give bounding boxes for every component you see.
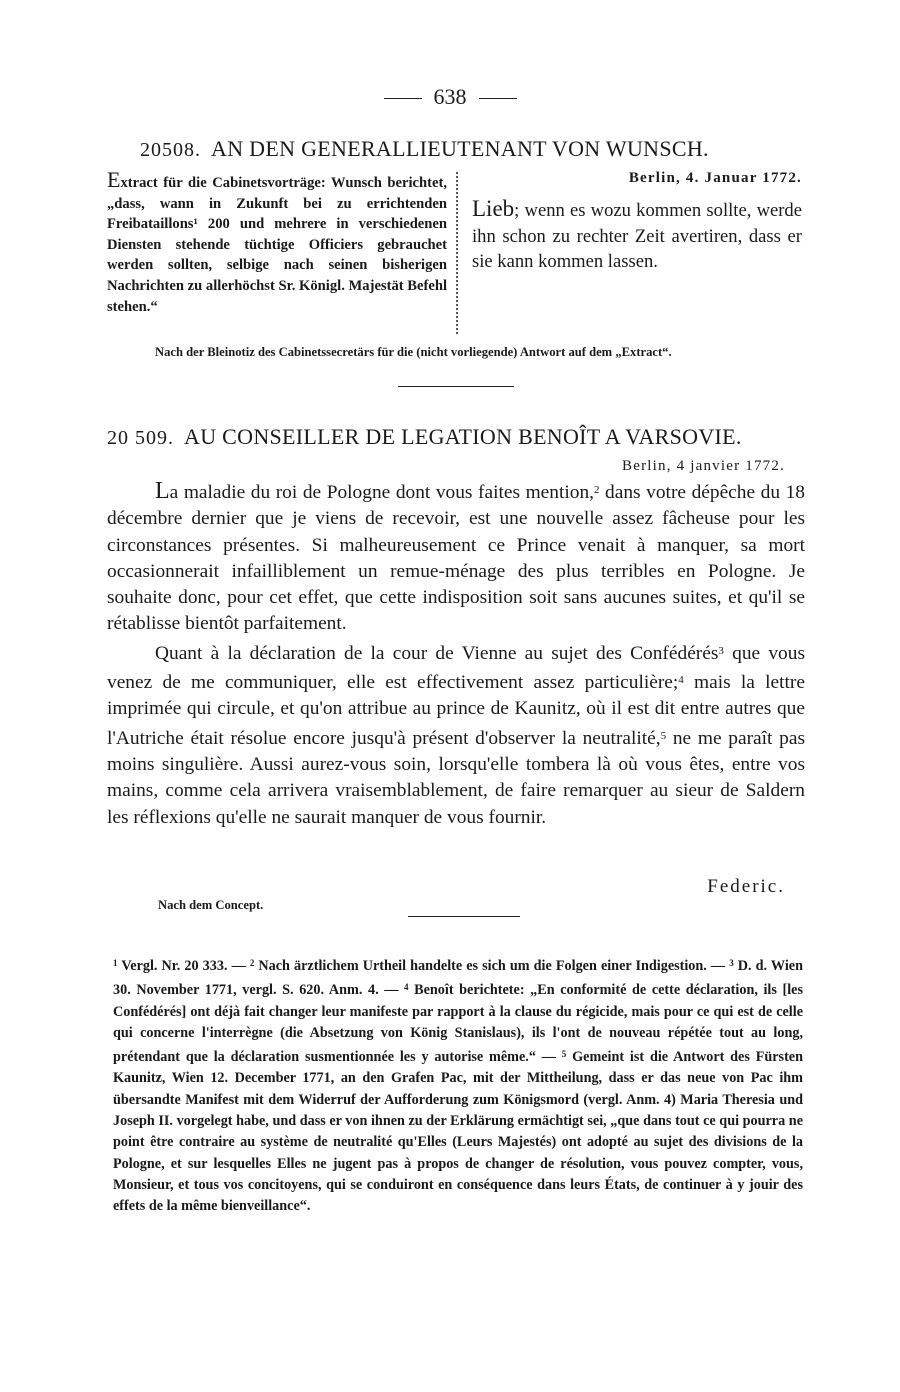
letter1-extract-initial: E xyxy=(107,167,121,192)
letter2-heading xyxy=(107,424,742,450)
footnote-divider xyxy=(408,916,520,917)
footnote-3: D. d. Wien 30. November 1771, vergl. S. 620. Anm. 4. — xyxy=(113,958,803,999)
letter2-body xyxy=(107,477,805,831)
letter2-paragraph-2: Quant à la déclaration de la cour de Vienne au sujet des Confédérés$^3$ que vous venez de me communiquer, elle est effectivement assez particulière;$^4$ mais la lettre imprimée qui circule, et qu'on attribue au prince de Kaunitz, où il est dit entre autres que l'Autriche était résolue encore jusqu'à présent d'observer la neutralité,$^5$ ne me paraît pas moins singulière. Aussi aurez-vous soin, lorsqu'elle tombera là où vous êtes, entre vos mains, comme cela arrivera vraisemblablement, de faire remarquer au sieur de Saldern les réflexions qu'elle ne saurait manquer de vous fournir. xyxy=(107,642,805,828)
footnote-5: Gemeint ist die Antwort des Fürsten Kaunitz, Wien 12. December 1771, an den Grafen Pac, mit der Mittheilung, dass er das neue von Pac ihm übersandte Manifest mit dem Widerruf der Aufforderung zum Königsmord (vergl. Anm. 4) Maria Theresia und Joseph II. vorgelegt habe, und dass er von ihnen zu der Erklärung ermächtigt sei, „que dans tout ce qui pourra ne point être contraire au système de neutralité qu'Elles (Leurs Majestés) ont adopté au sujet des divisions de la Pologne, et sur lesquelles Elles ne jugent pas à propos de changer de résolution, vous pouvez compter, vous, Monsieur, et tous vos concitoyens, qui se conduiront en conséquence dans leurs États, de continuer à y jouir des effets de la même bienveillance“. xyxy=(113,1049,803,1215)
letter1-extract-text: xtract für die Cabinetsvorträge: Wunsch berichtet, „dass, wann in Zukunft bei zu errichtenden Freibataillons¹ 200 und mehrere in verschiedenen Diensten stehende tüchtige Officiers gebrauchet werden sollten, selbige nach seinen bisherigen Nachrichten zu allerhöchst Sr. Königl. Majestät Befehl stehen.“ xyxy=(107,175,447,315)
letter1-reply-initial: Lieb xyxy=(472,196,515,221)
letter2-source: Nach dem Concept. xyxy=(158,898,264,912)
letter1-extract xyxy=(107,167,447,317)
footnote-4: Benoît berichtete: „En conformité de cette déclaration, ils [les Confédérés] ont déjà fait changer leur manifeste par rapport à la clause du régicide, mais pour ce qui est de celle qui concerne l'interrègne (die Absetzung von König Stanislaus), ils l'ont de nouveau répétée tout au long, prétendant que la déclaration susmentionnée les y autorise même.“ — xyxy=(113,982,803,1066)
letter1-reply xyxy=(472,196,802,275)
letter2-number: 20 509. xyxy=(107,427,174,449)
footnote-2: Nach ärztlichem Urtheil handelte es sich um die Folgen einer Indigestion. — xyxy=(254,958,730,974)
column-divider xyxy=(456,172,458,334)
section-divider-1 xyxy=(398,386,514,387)
page-number-dash-right xyxy=(479,98,517,99)
page-number: 638 xyxy=(0,84,900,110)
letter2-signature: Federic. xyxy=(707,876,785,897)
letter1-source: Nach der Bleinotiz des Cabinetssecretärs für die (nicht vorliegende) Antwort auf dem „Extract“. xyxy=(155,345,672,359)
letter2-title: AU CONSEILLER DE LEGATION BENOÎT A VARSOVIE. xyxy=(184,424,742,449)
letter1-date: Berlin, 4. Januar 1772. xyxy=(628,170,802,186)
letter2-paragraph-1: La maladie du roi de Pologne dont vous faites mention,$^2$ dans votre dépêche du 18 décembre dernier que je viens de recevoir, est une nouvelle assez fâcheuse pour les circonstances présentes. Si malheureusement ce Prince venait à manquer, sa mort occasionnerait infailliblement un remue-ménage des plus terribles en Pologne. Je souhaite donc, pour cet effet, que cette indisposition soit sans aucunes suites, et qu'il se rétablisse bientôt parfaitement. xyxy=(107,478,805,635)
letter1-reply-text: ; wenn es wozu kommen sollte, werde ihn schon zu rechter Zeit avertiren, dass er sie kann kommen lassen. xyxy=(472,200,802,273)
footnotes: $^1$ Vergl. Nr. 20 333. — $^2$ Nach ärztlichem Urtheil handelte es sich um die Folgen einer Indigestion. — $^3$ D. d. Wien 30. November 1771, vergl. S. 620. Anm. 4. — $^4$ Benoît berichtete: „En conformité de cette déclaration, ils [les Confédérés] ont déjà fait changer leur manifeste par rapport à la clause du régicide, mais pour ce qui est de celle qui concerne l'interrègne (die Absetzung von König Stanislaus), ils l'ont de nouveau répétée tout au long, prétendant que la déclaration susmentionnée les y autorise même.“ — $^5$ Gemeint ist die Antwort des Fürsten Kaunitz, Wien 12. December 1771, an den Grafen Pac, mit der Mittheilung, dass er das neue von Pac ihm übersandte Manifest mit dem Widerruf der Aufforderung zum Königsmord (vergl. Anm. 4) Maria Theresia und Joseph II. vorgelegt habe, und dass er von ihnen zu der Erklärung ermächtigt sei, „que dans tout ce qui pourra ne point être contraire au système de neutralité qu'Elles (Leurs Majestés) ont adopté au sujet des divisions de la Pologne, et sur lesquelles Elles ne jugent pas à propos de changer de résolution, vous pouvez compter, vous, Monsieur, et tous vos concitoyens, qui se conduiront en conséquence dans leurs États, de continuer à y jouir des effets de la même bienveillance“. xyxy=(113,958,803,1215)
letter1-number: 20508. xyxy=(140,139,201,161)
letter1-title: AN DEN GENERALLIEUTENANT VON WUNSCH. xyxy=(211,136,709,161)
page-number-dash-left xyxy=(384,98,422,99)
footnote-1: Vergl. Nr. 20 333. — xyxy=(117,958,250,974)
letter2-date: Berlin, 4 janvier 1772. xyxy=(622,458,785,474)
letter1-heading xyxy=(140,136,709,162)
